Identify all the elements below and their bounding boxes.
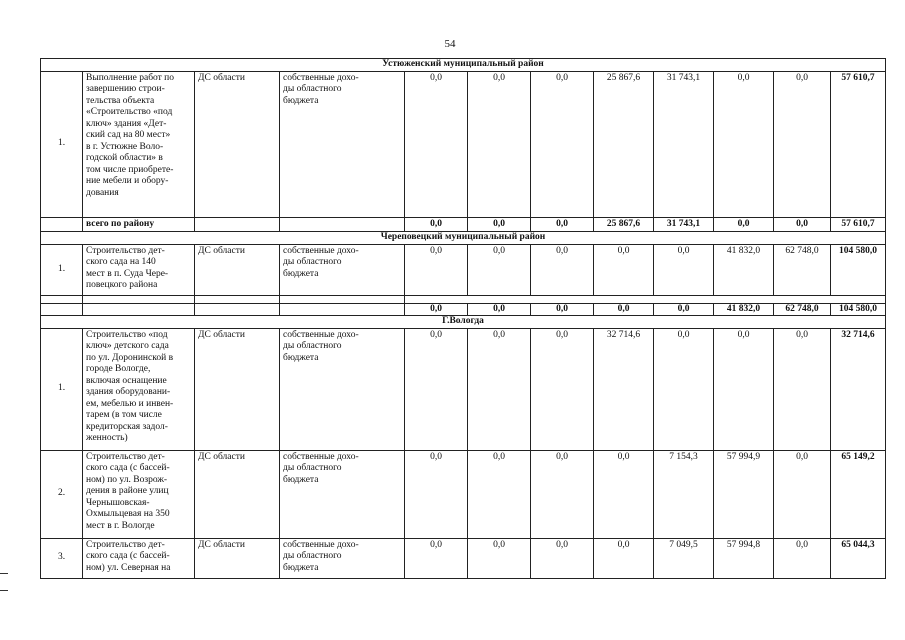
value-cell: 0,0: [468, 244, 531, 295]
object-name: Строительство «под ключ» детского сада по ул. Доронинской в городе Вологде, включая оснащение здания оборудовани- ем, мебелью и инвен- тарем (в том числе кредиторская задол- женность): [83, 328, 195, 450]
value-cell: 0,0: [594, 450, 654, 538]
empty-cell: [280, 217, 405, 232]
empty-cell: [83, 303, 195, 316]
value-cell: 25 867,6: [594, 71, 654, 217]
value-cell: 0,0: [531, 303, 594, 316]
empty-cell: [195, 217, 280, 232]
value-cell: 0,0: [774, 538, 831, 578]
section-title: Устюженский муниципальный район: [41, 59, 886, 72]
row-number: 3.: [41, 538, 83, 578]
value-cell: 25 867,6: [594, 217, 654, 232]
value-cell: 0,0: [405, 538, 468, 578]
value-cell: 0,0: [774, 71, 831, 217]
empty-cell: [41, 217, 83, 232]
value-cell: 0,0: [531, 244, 594, 295]
section-title: Череповецкий муниципальный район: [41, 232, 886, 245]
funding-cell: собственные дохо- ды областного бюджета: [280, 244, 405, 295]
value-cell: 0,0: [594, 244, 654, 295]
empty-cell: [280, 295, 405, 303]
table-row: [41, 538, 886, 578]
table-row: [41, 71, 886, 217]
table-row: [41, 244, 886, 295]
value-cell: 0,0: [774, 217, 831, 232]
value-cell: 0,0: [468, 538, 531, 578]
source-cell: ДС области: [195, 244, 280, 295]
source-cell: ДС области: [195, 538, 280, 578]
value-cell: 41 832,0: [714, 244, 774, 295]
source-cell: ДС области: [195, 328, 280, 450]
value-cell: 0,0: [405, 328, 468, 450]
value-cell: 0,0: [774, 328, 831, 450]
row-number: 1.: [41, 71, 83, 217]
value-cell: 7 049,5: [654, 538, 714, 578]
section-title: Г.Вологда: [41, 316, 886, 329]
value-cell: 0,0: [405, 450, 468, 538]
value-cell: 7 154,3: [654, 450, 714, 538]
total-value-cell: 32 714,6: [831, 328, 886, 450]
value-cell: 0,0: [405, 71, 468, 217]
value-cell: 0,0: [531, 538, 594, 578]
section-header-row: [41, 59, 886, 72]
empty-cell: [83, 295, 195, 303]
object-name: Строительство дет- ского сада на 140 мест в п. Суда Чере- повецкого района: [83, 244, 195, 295]
spacer-row: [41, 295, 886, 303]
value-cell: 31 743,1: [654, 71, 714, 217]
value-cell: 104 580,0: [831, 303, 886, 316]
value-cell: 32 714,6: [594, 328, 654, 450]
table-row: [41, 328, 886, 450]
empty-cell: [280, 303, 405, 316]
total-row: [41, 217, 886, 232]
object-name: Выполнение работ по завершению строи- тельства объекта «Строительство «под ключ» здания «Дет- ский сад на 80 мест» в г. Устюжне Воло- годской области» в том числе приобрете- ние мебели и обору- дования: [83, 71, 195, 217]
table-row: [41, 450, 886, 538]
value-cell: 57 610,7: [831, 217, 886, 232]
row-number: 2.: [41, 450, 83, 538]
value-cell: 0,0: [468, 71, 531, 217]
value-cell: 0,0: [654, 244, 714, 295]
value-cell: 0,0: [714, 71, 774, 217]
funding-cell: собственные дохо- ды областного бюджета: [280, 538, 405, 578]
object-name: Строительство дет- ского сада (с бассей- ном) ул. Северная на: [83, 538, 195, 578]
total-row: [41, 303, 886, 316]
value-cell: 0,0: [405, 217, 468, 232]
value-cell: 0,0: [531, 71, 594, 217]
budget-table: [40, 58, 886, 579]
empty-cell: [405, 295, 886, 303]
value-cell: 0,0: [405, 303, 468, 316]
value-cell: 0,0: [774, 450, 831, 538]
value-cell: 0,0: [468, 217, 531, 232]
value-cell: 57 994,9: [714, 450, 774, 538]
value-cell: 0,0: [468, 303, 531, 316]
value-cell: 0,0: [714, 217, 774, 232]
total-label: всего по району: [83, 217, 195, 232]
page-number: 54: [444, 38, 456, 50]
total-value-cell: 65 149,2: [831, 450, 886, 538]
source-cell: ДС области: [195, 71, 280, 217]
value-cell: 0,0: [654, 328, 714, 450]
value-cell: 0,0: [405, 244, 468, 295]
value-cell: 0,0: [531, 328, 594, 450]
value-cell: 0,0: [468, 328, 531, 450]
total-value-cell: 57 610,7: [831, 71, 886, 217]
value-cell: 0,0: [594, 303, 654, 316]
cut-mark: [0, 590, 8, 591]
empty-cell: [41, 303, 83, 316]
value-cell: 0,0: [654, 303, 714, 316]
funding-cell: собственные дохо- ды областного бюджета: [280, 71, 405, 217]
cut-mark: [0, 573, 8, 574]
value-cell: 0,0: [714, 328, 774, 450]
value-cell: 0,0: [468, 450, 531, 538]
value-cell: 41 832,0: [714, 303, 774, 316]
object-name: Строительство дет- ского сада (с бассей- ном) по ул. Возрож- дения в районе улиц Чернышовская- Охмыльцевая на 350 мест в г. Вологде: [83, 450, 195, 538]
empty-cell: [41, 295, 83, 303]
value-cell: 0,0: [531, 450, 594, 538]
empty-cell: [195, 303, 280, 316]
funding-cell: собственные дохо- ды областного бюджета: [280, 450, 405, 538]
row-number: 1.: [41, 244, 83, 295]
row-number: 1.: [41, 328, 83, 450]
section-header-row: [41, 316, 886, 329]
value-cell: 62 748,0: [774, 244, 831, 295]
value-cell: 0,0: [531, 217, 594, 232]
total-value-cell: 65 044,3: [831, 538, 886, 578]
empty-cell: [195, 295, 280, 303]
value-cell: 31 743,1: [654, 217, 714, 232]
value-cell: 0,0: [594, 538, 654, 578]
value-cell: 57 994,8: [714, 538, 774, 578]
value-cell: 62 748,0: [774, 303, 831, 316]
total-value-cell: 104 580,0: [831, 244, 886, 295]
funding-cell: собственные дохо- ды областного бюджета: [280, 328, 405, 450]
section-header-row: [41, 232, 886, 245]
source-cell: ДС области: [195, 450, 280, 538]
